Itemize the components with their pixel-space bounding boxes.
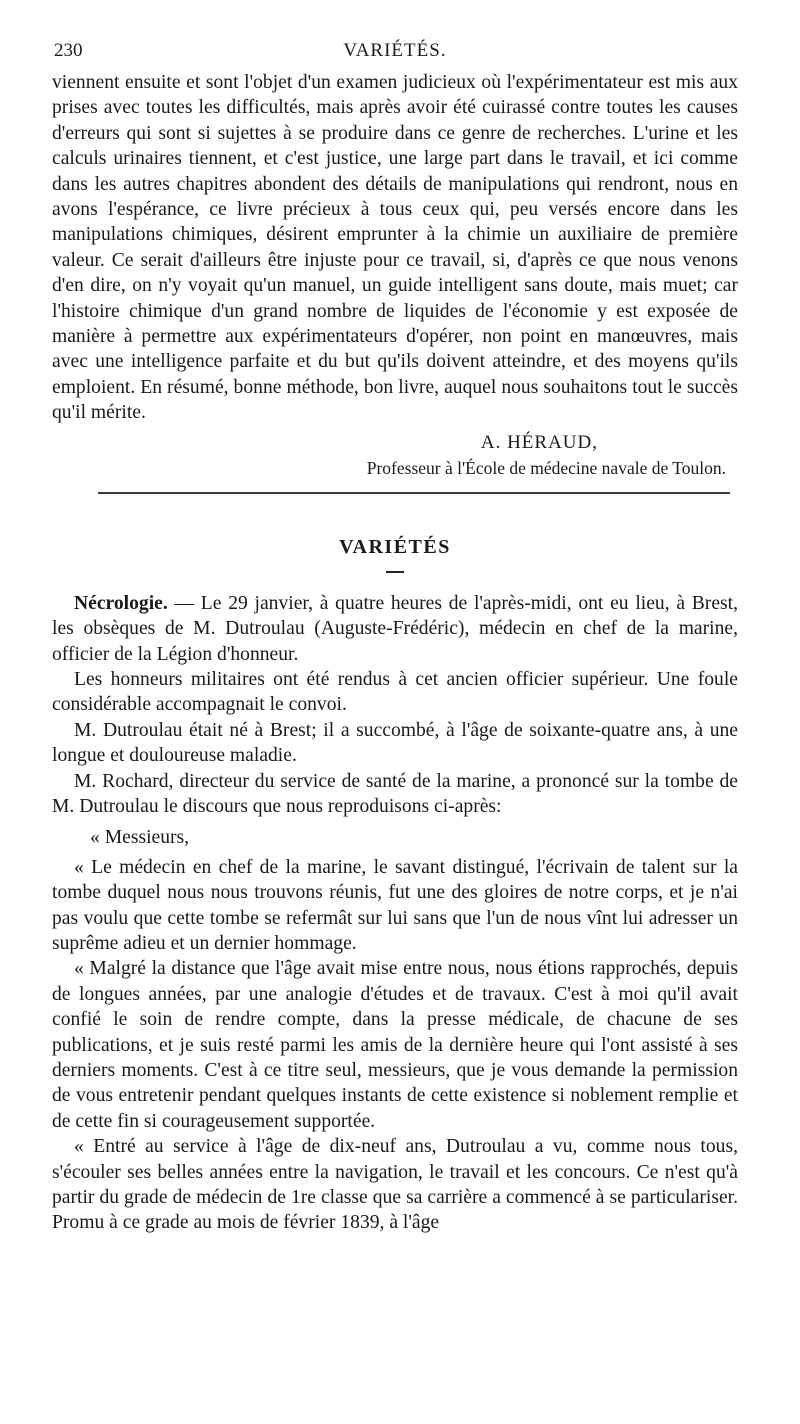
- page-number: 230: [54, 40, 83, 61]
- body-paragraph: M. Dutroulau était né à Brest; il a succombé, à l'âge de soixante-quatre ans, à une longue et douloureuse maladie.: [52, 719, 738, 767]
- signature-role: Professeur à l'École de médecine navale de Toulon.: [366, 457, 726, 478]
- speech-paragraph: « Entré au service à l'âge de dix-neuf ans, Dutroulau a vu, comme nous tous, s'écouler ses belles années entre la navigation, le travail et les concours. Ce n'est qu'à partir du grade de médecin de 1re classe que sa carrière a commencé à se particulariser. Promu à ce grade au mois de février 1839, à l'âge: [52, 1136, 738, 1234]
- running-title: VARIÉTÉS.: [343, 40, 447, 61]
- review-paragraph: viennent ensuite et sont l'objet d'un examen judicieux où l'expérimentateur est mis aux prises avec toutes les difficultés, mais après avoir été cuirassé contre toutes les causes d'erreurs qui sont si sujettes à se produire dans ce genre de recherches. L'urine et les calculs urinaires tiennent, et c'est justice, une large part dans le travail, et ici comme dans les autres chapitres abondent des détails de manipulations qui rendront, nous en avons l'espérance, ce livre précieux à tous ceux qui, peu versés encore dans les manipulations chimiques, désirent emprunter à la chimie un auxiliaire de première valeur. Ce serait d'ailleurs être injuste pour ce travail, si, d'après ce que nous venons d'en dire, on n'y voyait qu'un manuel, un guide intelligent sans doute, mais muet; car l'histoire chimique d'un grand nombre de liquides de l'économie y est exposée de manière à permettre aux expérimentateurs d'opérer, non point en manœuvres, mais avec une intelligence parfaite et du but qu'ils doivent atteindre, et des moyens qu'ils emploient. En résumé, bonne méthode, bon livre, auquel nous souhaitons tout le succès qu'il mérite.: [52, 72, 738, 424]
- document-page: [52, 40, 738, 1236]
- body-paragraph: Les honneurs militaires ont été rendus à cet ancien officier supérieur. Une foule considérable accompagnait le convoi.: [52, 668, 738, 716]
- necrology-paragraph: [52, 591, 738, 667]
- necrology-label: Nécrologie.: [74, 592, 168, 614]
- necrology-text: — Le 29 janvier, à quatre heures de l'après-midi, ont eu lieu, à Brest, les obsèques de M. Dutroulau (Auguste-Frédéric), médecin en chef de la marine, officier de la Légion d'honneur.: [52, 592, 738, 665]
- signature-name: A. HÉRAUD,: [480, 431, 598, 453]
- speech-salutation: « Messieurs,: [90, 827, 190, 849]
- speech-paragraph: « Malgré la distance que l'âge avait mise entre nous, nous étions rapprochés, depuis de longues années, par une analogie d'études et de travaux. C'est à moi qu'il avait confié le soin de rendre compte, dans la presse médicale, de chacune de ses publications, et je suis resté parmi les amis de la dernière heure qui l'ont assisté à ses derniers moments. C'est à ce titre seul, messieurs, que je vous demande la permission de vous entretenir pendant quelques instants de cette existence si noblement remplie et de cette fin si courageusement supportée.: [52, 958, 738, 1132]
- section-divider: [98, 492, 730, 494]
- section-title: VARIÉTÉS: [339, 535, 451, 558]
- speech-paragraph: « Le médecin en chef de la marine, le savant distingué, l'écrivain de talent sur la tombe duquel nous nous trouvons réunis, fut une des gloires de notre corps, et je n'ai pas voulu que cette tombe se refermât sur lui sans que l'un de nous vînt lui adresser un suprême adieu et un dernier hommage.: [52, 856, 738, 954]
- body-paragraph: M. Rochard, directeur du service de santé de la marine, a prononcé sur la tombe de M. Dutroulau le discours que nous reproduisons ci-après:: [52, 770, 738, 817]
- title-dash: [386, 571, 404, 573]
- running-head: [52, 40, 738, 70]
